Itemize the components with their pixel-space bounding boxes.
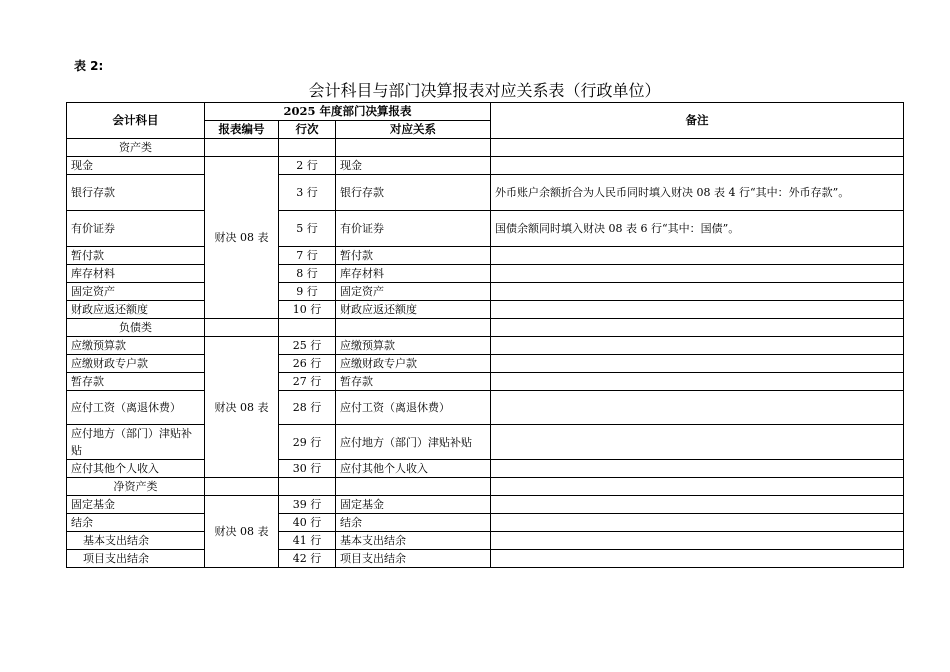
account-cell: 结余 — [67, 514, 205, 532]
table-row — [67, 301, 904, 319]
table-row — [67, 283, 904, 301]
empty-cell — [491, 478, 904, 496]
account-cell: 基本支出结余 — [67, 532, 205, 550]
category-row — [67, 478, 904, 496]
account-cell: 固定基金 — [67, 496, 205, 514]
relation-cell: 暂存款 — [336, 373, 491, 391]
table-row — [67, 265, 904, 283]
empty-cell — [205, 319, 279, 337]
table-row — [67, 175, 904, 211]
empty-cell — [279, 319, 336, 337]
empty-cell — [491, 319, 904, 337]
table-row — [67, 425, 904, 460]
row-no-cell: 7 行 — [279, 247, 336, 265]
relation-cell: 银行存款 — [336, 175, 491, 211]
table-row — [67, 247, 904, 265]
relation-cell: 财政应返还额度 — [336, 301, 491, 319]
remark-cell — [491, 265, 904, 283]
row-no-cell: 3 行 — [279, 175, 336, 211]
account-cell: 应缴预算款 — [67, 337, 205, 355]
relation-cell: 应缴财政专户款 — [336, 355, 491, 373]
remark-cell — [491, 514, 904, 532]
account-cell: 库存材料 — [67, 265, 205, 283]
row-no-cell: 9 行 — [279, 283, 336, 301]
table-row — [67, 337, 904, 355]
empty-cell — [336, 319, 491, 337]
header-report-no: 报表编号 — [205, 121, 279, 139]
row-no-cell: 30 行 — [279, 460, 336, 478]
remark-cell — [491, 425, 904, 460]
empty-cell — [279, 478, 336, 496]
account-cell: 应付其他个人收入 — [67, 460, 205, 478]
row-no-cell: 39 行 — [279, 496, 336, 514]
table-row — [67, 496, 904, 514]
table-row — [67, 460, 904, 478]
account-cell: 银行存款 — [67, 175, 205, 211]
account-cell: 应付地方（部门）津贴补贴 — [67, 425, 205, 460]
remark-cell — [491, 373, 904, 391]
empty-cell — [491, 139, 904, 157]
report-no-cell: 财决 08 表 — [205, 337, 279, 478]
remark-cell — [491, 355, 904, 373]
relation-cell: 结余 — [336, 514, 491, 532]
table-body — [67, 139, 904, 568]
category-row — [67, 319, 904, 337]
row-no-cell: 25 行 — [279, 337, 336, 355]
header-account: 会计科目 — [67, 103, 205, 139]
relation-cell: 基本支出结余 — [336, 532, 491, 550]
relation-cell: 应付地方（部门）津贴补贴 — [336, 425, 491, 460]
account-cell: 财政应返还额度 — [67, 301, 205, 319]
category-label: 资产类 — [67, 139, 205, 157]
empty-cell — [279, 139, 336, 157]
table-number-label: 表 2: — [74, 59, 104, 73]
account-cell: 固定资产 — [67, 283, 205, 301]
table-row — [67, 355, 904, 373]
relation-cell: 应付其他个人收入 — [336, 460, 491, 478]
remark-cell — [491, 460, 904, 478]
account-cell: 有价证券 — [67, 211, 205, 247]
relation-cell: 应付工资（离退休费） — [336, 391, 491, 425]
remark-cell — [491, 337, 904, 355]
empty-cell — [205, 478, 279, 496]
row-no-cell: 42 行 — [279, 550, 336, 568]
relation-cell: 固定资产 — [336, 283, 491, 301]
category-row — [67, 139, 904, 157]
remark-cell — [491, 391, 904, 425]
row-no-cell: 8 行 — [279, 265, 336, 283]
table-row — [67, 211, 904, 247]
row-no-cell: 10 行 — [279, 301, 336, 319]
remark-cell — [491, 247, 904, 265]
category-label: 负债类 — [67, 319, 205, 337]
remark-cell — [491, 496, 904, 514]
table-row — [67, 157, 904, 175]
header-report-group: 2025 年度部门决算报表 — [205, 103, 491, 121]
relation-cell: 暂付款 — [336, 247, 491, 265]
table-row — [67, 550, 904, 568]
remark-cell — [491, 283, 904, 301]
remark-cell: 外币账户余额折合为人民币同时填入财决 08 表 4 行“其中：外币存款”。 — [491, 175, 904, 211]
relation-cell: 应缴预算款 — [336, 337, 491, 355]
row-no-cell: 40 行 — [279, 514, 336, 532]
relation-cell: 现金 — [336, 157, 491, 175]
report-no-cell: 财决 08 表 — [205, 157, 279, 319]
empty-cell — [205, 139, 279, 157]
account-cell: 现金 — [67, 157, 205, 175]
table-row — [67, 532, 904, 550]
mapping-table — [66, 102, 904, 568]
row-no-cell: 27 行 — [279, 373, 336, 391]
page-title: 会计科目与部门决算报表对应关系表（行政单位） — [308, 81, 661, 100]
account-cell: 暂存款 — [67, 373, 205, 391]
row-no-cell: 28 行 — [279, 391, 336, 425]
account-cell: 项目支出结余 — [67, 550, 205, 568]
header-row-no: 行次 — [279, 121, 336, 139]
category-label: 净资产类 — [67, 478, 205, 496]
row-no-cell: 29 行 — [279, 425, 336, 460]
header-remark: 备注 — [491, 103, 904, 139]
remark-cell — [491, 532, 904, 550]
remark-cell — [491, 550, 904, 568]
header-relation: 对应关系 — [336, 121, 491, 139]
remark-cell — [491, 157, 904, 175]
remark-cell — [491, 301, 904, 319]
table-row — [67, 391, 904, 425]
row-no-cell: 26 行 — [279, 355, 336, 373]
report-no-cell: 财决 08 表 — [205, 496, 279, 568]
relation-cell: 库存材料 — [336, 265, 491, 283]
row-no-cell: 5 行 — [279, 211, 336, 247]
account-cell: 应缴财政专户款 — [67, 355, 205, 373]
row-no-cell: 2 行 — [279, 157, 336, 175]
empty-cell — [336, 478, 491, 496]
account-cell: 应付工资（离退休费） — [67, 391, 205, 425]
table-row — [67, 514, 904, 532]
empty-cell — [336, 139, 491, 157]
account-cell: 暂付款 — [67, 247, 205, 265]
row-no-cell: 41 行 — [279, 532, 336, 550]
relation-cell: 固定基金 — [336, 496, 491, 514]
relation-cell: 项目支出结余 — [336, 550, 491, 568]
relation-cell: 有价证券 — [336, 211, 491, 247]
remark-cell: 国债余额同时填入财决 08 表 6 行“其中：国债”。 — [491, 211, 904, 247]
table-row — [67, 373, 904, 391]
